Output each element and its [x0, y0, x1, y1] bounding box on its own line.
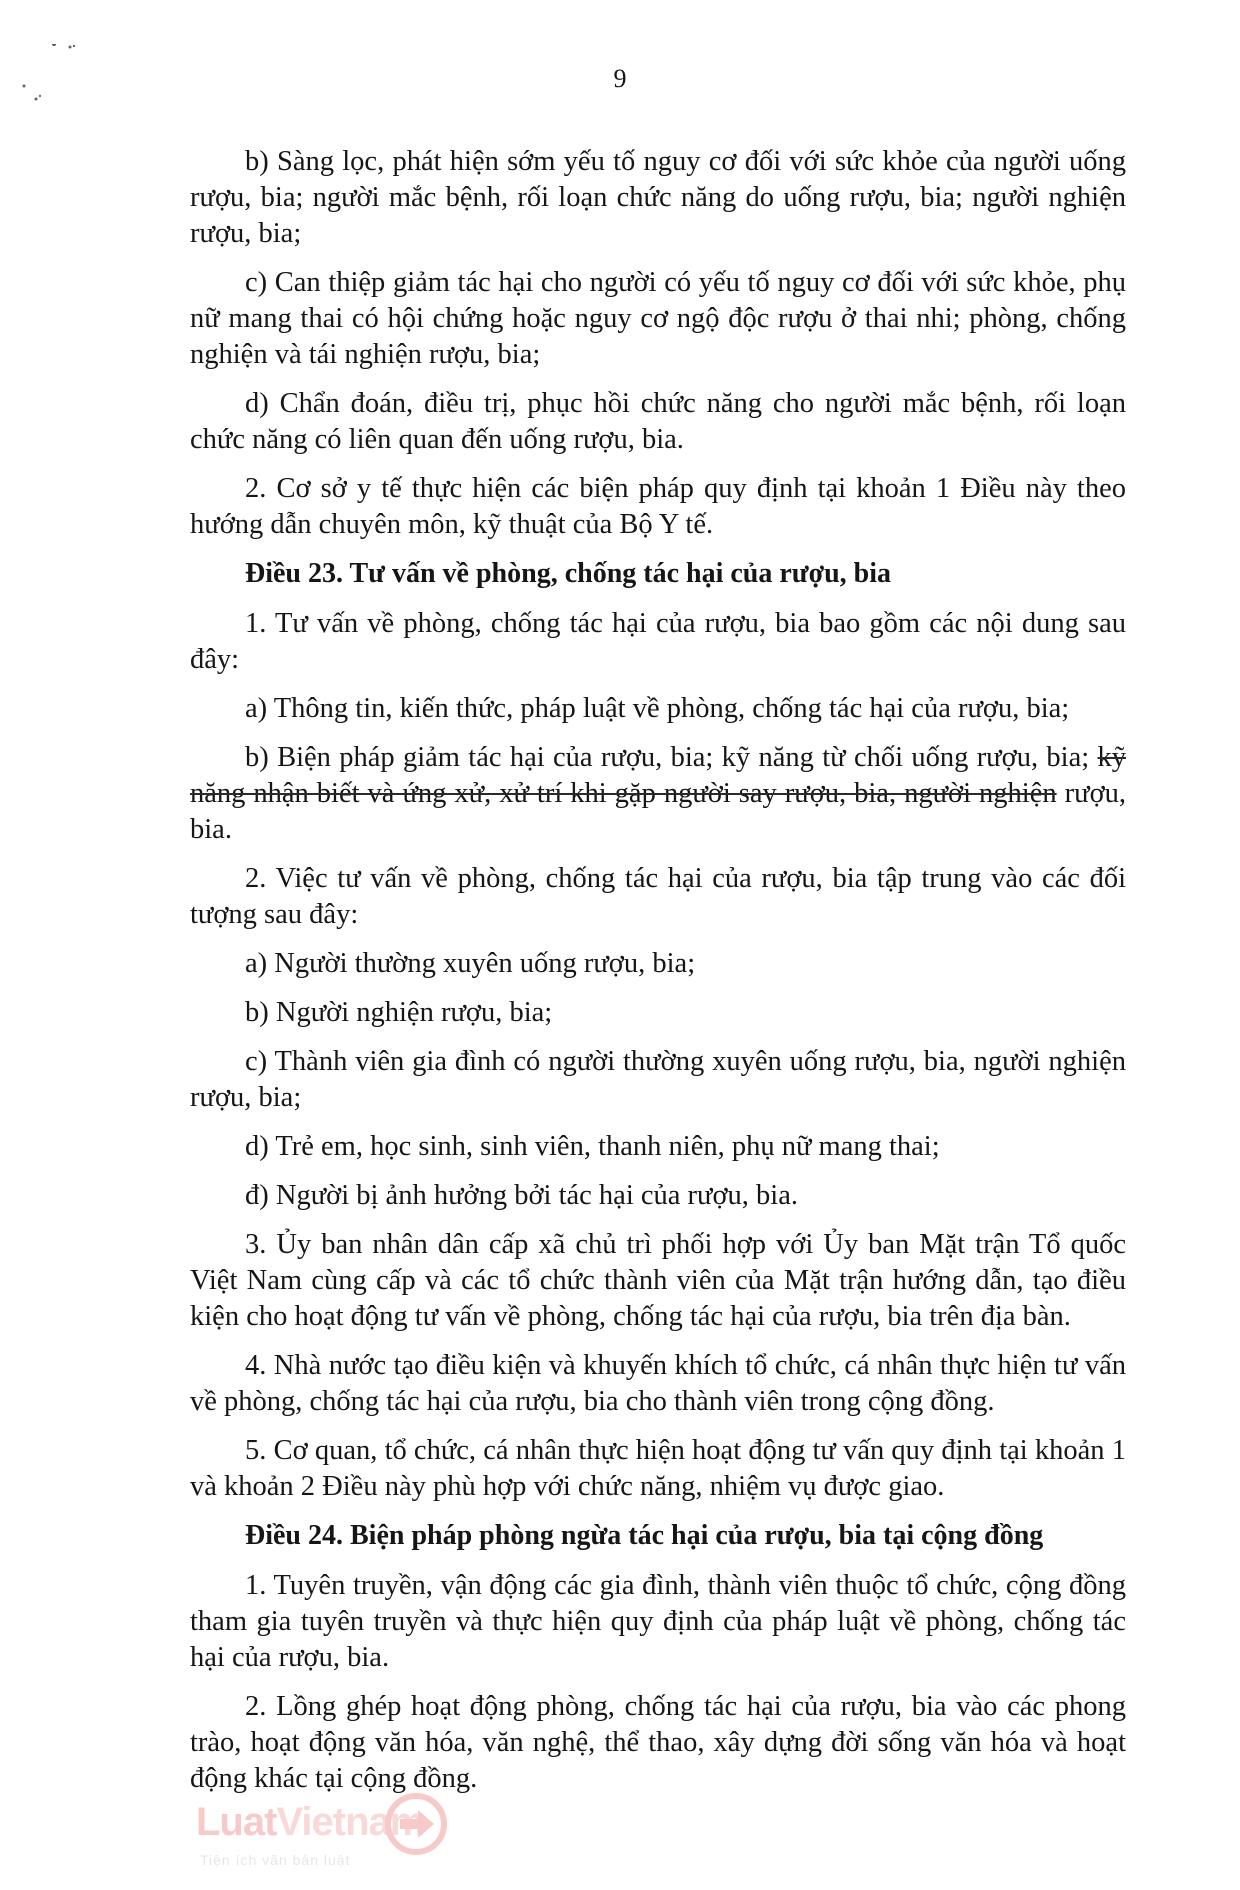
paragraph-c-intervention: c) Can thiệp giảm tác hại cho người có yếu tố nguy cơ đối với sức khỏe, phụ nữ mang thai có hội chứng hoặc nguy cơ ngộ độc rượu ở thai nhi; phòng, chống nghiện và tái nghiện rượu, bia; — [190, 267, 1126, 370]
paragraph-b-screening: b) Sàng lọc, phát hiện sớm yếu tố nguy cơ đối với sức khỏe của người uống rượu, bia; người mắc bệnh, rối loạn chức năng do uống rượu, bia; người nghiện rượu, bia; — [190, 146, 1126, 249]
article-23-clause-2b: b) Người nghiện rượu, bia; — [245, 997, 553, 1028]
paragraph-2-health-facility: 2. Cơ sở y tế thực hiện các biện pháp quy định tại khoản 1 Điều này theo hướng dẫn chuyên môn, kỹ thuật của Bộ Y tế. — [190, 473, 1126, 540]
page-number: 9 — [613, 64, 627, 93]
article-24-clause-1: 1. Tuyên truyền, vận động các gia đình, thành viên thuộc tổ chức, cộng đồng tham gia tuyên truyền và thực hiện quy định của pháp luật về phòng, chống tác hại của rượu, bia. — [190, 1570, 1126, 1673]
clause-1b-struck-text: kỹ năng nhận biết và ứng xử, xử trí khi gặp người say rượu, bia, người nghiện — [190, 742, 1126, 809]
article-23-clause-2dd: đ) Người bị ảnh hưởng bởi tác hại của rượu, bia. — [245, 1180, 798, 1211]
article-23-clause-2c: c) Thành viên gia đình có người thường xuyên uống rượu, bia, người nghiện rượu, bia; — [190, 1046, 1126, 1113]
article-23-clause-5: 5. Cơ quan, tổ chức, cá nhân thực hiện hoạt động tư vấn quy định tại khoản 1 và khoản 2 Điều này phù hợp với chức năng, nhiệm vụ được giao. — [190, 1435, 1126, 1502]
article-24-clause-2: 2. Lồng ghép hoạt động phòng, chống tác hại của rượu, bia vào các phong trào, hoạt động văn hóa, văn nghệ, thể thao, xây dựng đời sống văn hóa và hoạt động khác tại cộng đồng. — [190, 1691, 1126, 1794]
document-body — [190, 144, 1126, 1810]
clause-1b-text-end: rượu, bia. — [190, 778, 1127, 845]
arrow-right-circle-icon — [384, 1792, 448, 1856]
watermark-tagline: Tiện ích văn bản luật — [200, 1852, 351, 1868]
luatvietnam-watermark — [196, 1800, 456, 1880]
paragraph-d-diagnosis: d) Chẩn đoán, điều trị, phục hồi chức năng cho người mắc bệnh, rối loạn chức năng có liên quan đến uống rượu, bia. — [190, 388, 1126, 455]
watermark-brand-part1: Luat — [196, 1800, 277, 1844]
article-23-clause-2: 2. Việc tư vấn về phòng, chống tác hại của rượu, bia tập trung vào các đối tượng sau đây: — [190, 863, 1126, 930]
watermark-brand-part2: Vietnam — [276, 1800, 425, 1844]
article-23-clause-1a: a) Thông tin, kiến thức, pháp luật về phòng, chống tác hại của rượu, bia; — [245, 693, 1070, 724]
article-23-clause-4: 4. Nhà nước tạo điều kiện và khuyến khích tổ chức, cá nhân thực hiện tư vấn về phòng, chống tác hại của rượu, bia cho thành viên trong cộng đồng. — [190, 1350, 1126, 1417]
article-23-clause-1: 1. Tư vấn về phòng, chống tác hại của rượu, bia bao gồm các nội dung sau đây: — [190, 608, 1126, 675]
article-24-heading: Điều 24. Biện pháp phòng ngừa tác hại của rượu, bia tại cộng đồng — [245, 1520, 1044, 1551]
article-23-clause-2a: a) Người thường xuyên uống rượu, bia; — [245, 948, 696, 979]
article-23-clause-1b — [190, 740, 1126, 848]
article-23-heading: Điều 23. Tư vấn về phòng, chống tác hại của rượu, bia — [245, 558, 892, 589]
article-23-clause-3: 3. Ủy ban nhân dân cấp xã chủ trì phối hợp với Ủy ban Mặt trận Tổ quốc Việt Nam cùng cấp và các tổ chức thành viên của Mặt trận hướng dẫn, tạo điều kiện cho hoạt động tư vấn về phòng, chống tác hại của rượu, bia trên địa bàn. — [190, 1229, 1126, 1332]
article-23-clause-2d: d) Trẻ em, học sinh, sinh viên, thanh niên, phụ nữ mang thai; — [245, 1131, 940, 1162]
clause-1b-text: b) Biện pháp giảm tác hại của rượu, bia; kỹ năng từ chối uống rượu, bia; — [245, 742, 1090, 773]
